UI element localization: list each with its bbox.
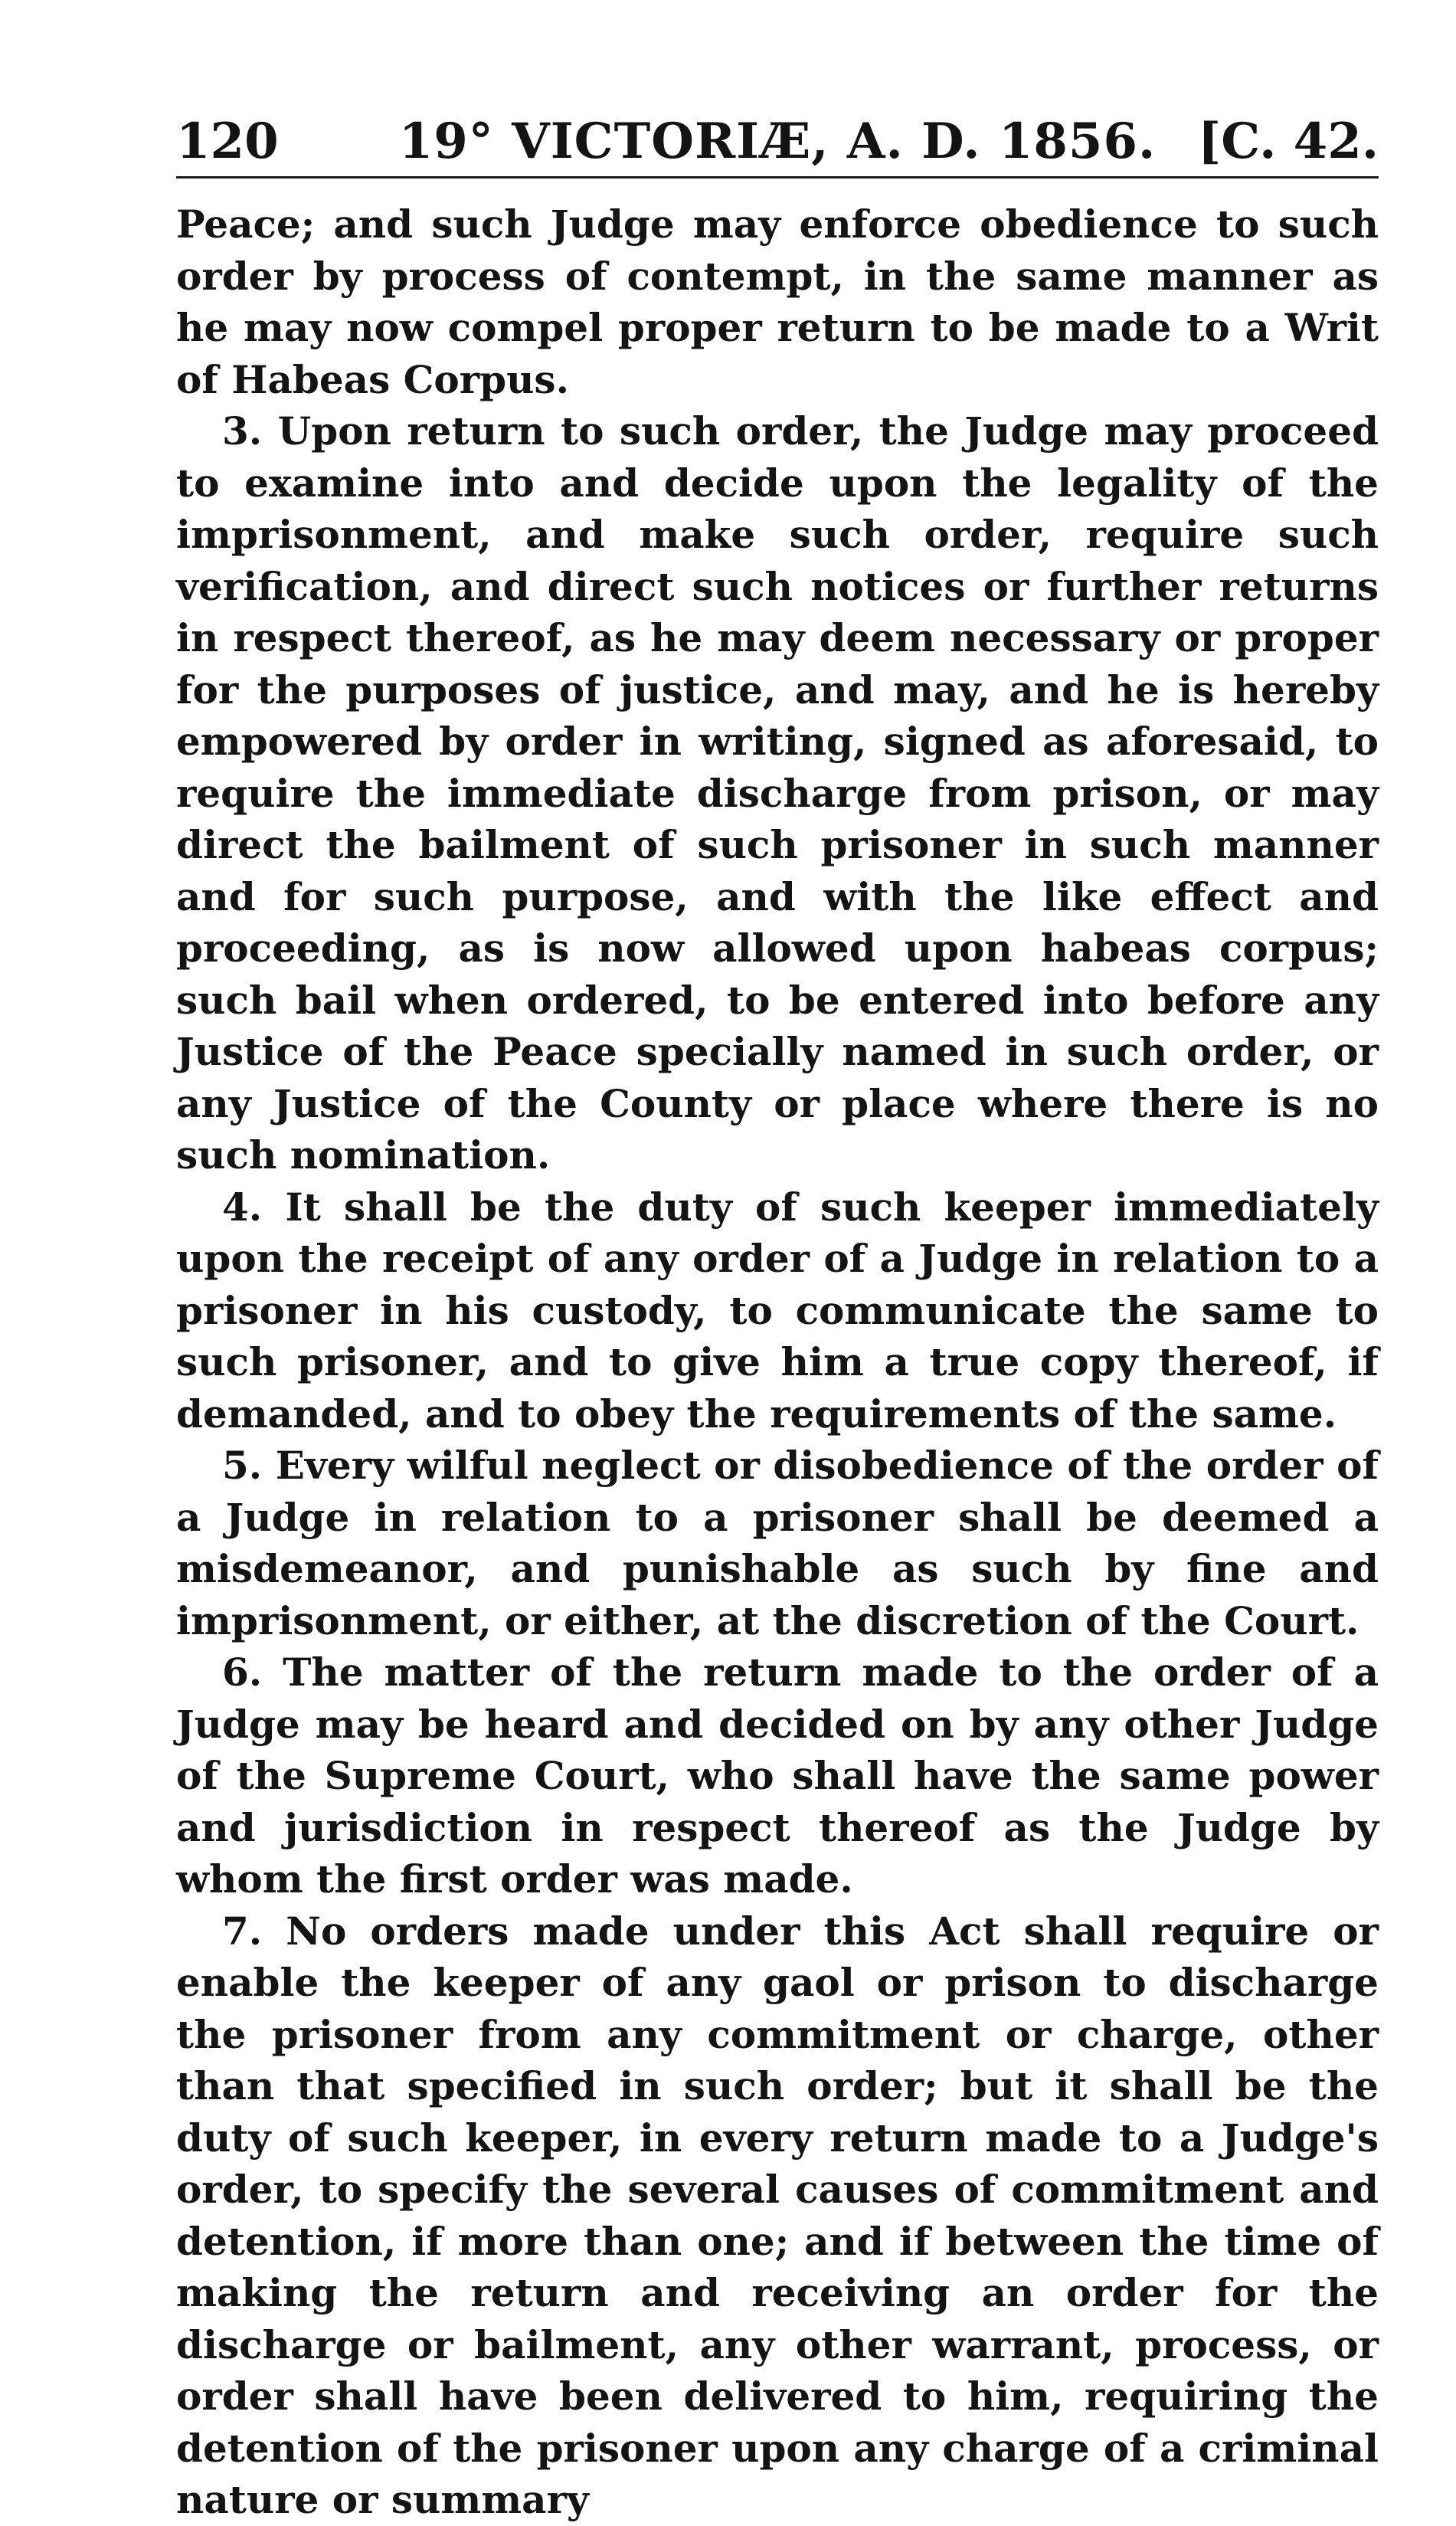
section-6: 6. The matter of the return made to the order of a Judge may be heard and decided on by any other Judge of the Supreme Court, who shall have the same power and jurisdiction in respect thereof as the Judge by whom the first order was made. — [176, 1650, 1379, 1902]
page-number: 120 — [176, 113, 279, 170]
chapter-reference: [C. 42. — [1198, 113, 1379, 170]
section-5: 5. Every wilful neglect or disobedience of the order of a Judge in relation to a prisoner shall be deemed a misdemeanor, and punishable as such by fine and imprisonment, or either, at the discretion of the Court. — [176, 1443, 1379, 1643]
paragraph-continuation: Peace; and such Judge may enforce obedience to such order by process of contempt, in the same manner as he may now compel proper return to be made to a Writ of Habeas Corpus. — [176, 201, 1379, 402]
section-3: 3. Upon return to such order, the Judge may proceed to examine into and decide upon the legality of the imprisonment, and make such order, require such verification, and direct such notices or further returns in respect thereof, as he may deem necessary or proper for the purposes of justice, and may, and he is hereby empowered by order in writing, signed as aforesaid, to require the immediate discharge from prison, or may direct the bailment of such prisoner in such manner and for such purpose, and with the like effect and proceeding, as is now allowed upon habeas corpus; such bail when ordered, to be entered into before any Justice of the Peace specially named in such order, or any Justice of the County or place where there is no such nomination. — [176, 408, 1379, 1178]
document-page — [176, 107, 1379, 2522]
section-4: 4. It shall be the duty of such keeper immediately upon the receipt of any order of a Judge in relation to a prisoner in his custody, to communicate the same to such prisoner, and to give him a true copy thereof, if demanded, and to obey the requirements of the same. — [176, 1184, 1379, 1437]
running-header — [176, 107, 1379, 179]
header-title: 19° VICTORIÆ, A. D. 1856. — [398, 113, 1157, 170]
section-7: 7. No orders made under this Act shall require or enable the keeper of any gaol or prison to discharge the prisoner from any commitment or charge, other than that specified in such order; but it shall be the duty of such keeper, in every return made to a Judge's order, to specify the several causes of commitment and detention, if more than one; and if between the time of making the return and receiving an order for the discharge or bailment, any other warrant, process, or order shall have been delivered to him, requiring the detention of the prisoner upon any charge of a criminal nature or summary — [176, 1908, 1379, 2522]
body-text — [176, 198, 1379, 2526]
